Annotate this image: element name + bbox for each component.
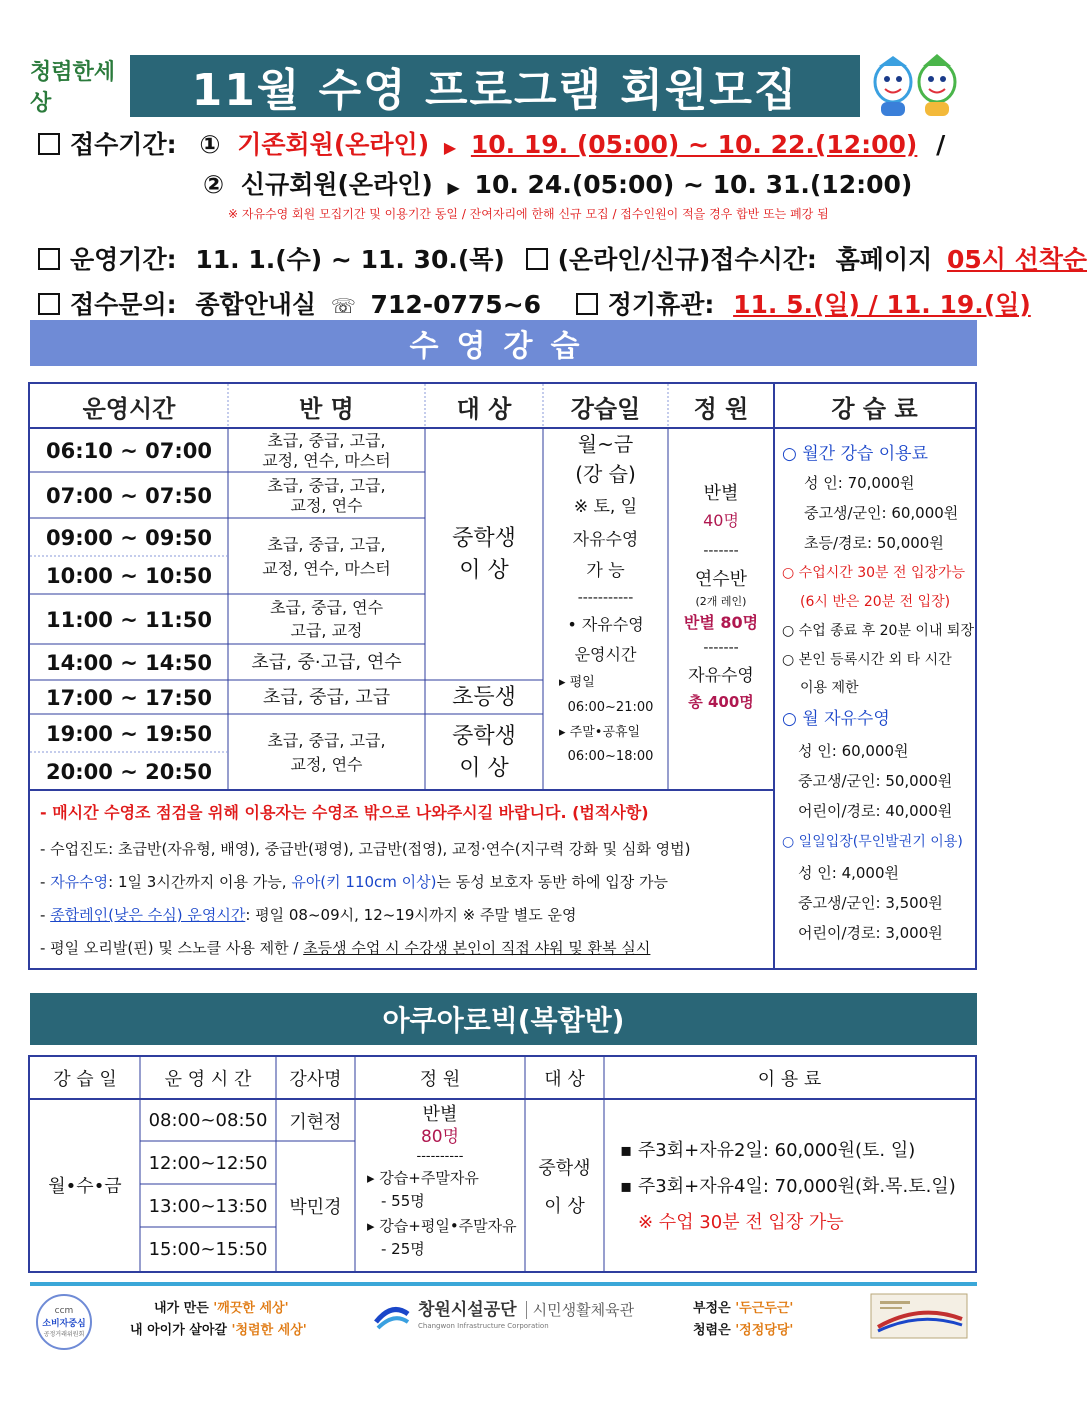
- target-cell: 초등생: [452, 684, 516, 710]
- brand-logo-text: 청렴한세상: [30, 59, 116, 116]
- time-cell: 19:00 ~ 19:50: [46, 721, 212, 746]
- aqua-instructor: 박민경: [289, 1197, 342, 1218]
- aqua-time: 12:00~12:50: [148, 1152, 268, 1174]
- aqua-capacity: 반별 80명 ---------- ▸ 강습+주말자유 - 55명 ▸ 강습+평일•주말자유 - 25명: [367, 1104, 517, 1258]
- target-cell: 중학생 이 상: [452, 723, 516, 781]
- class-cell: 초급, 중급, 고급, 교정, 연수, 마스터: [262, 534, 391, 578]
- footer-divider: [30, 1282, 977, 1286]
- time-cell: 06:10 ~ 07:00: [46, 438, 212, 463]
- reception-line-1: 접수기간: ① 기존회원(온라인) ▶ 10. 19. (05:00) ~ 10. 22.(12:00) /: [38, 125, 945, 161]
- time-cell: 10:00 ~ 10:50: [46, 563, 212, 588]
- aqua-time: 08:00~08:50: [148, 1110, 268, 1131]
- reception-line-2: ② 신규회원(온라인) ▶ 10. 24.(05:00) ~ 10. 31.(12:00): [203, 170, 913, 199]
- aqua-header-instructor: 강사명: [289, 1069, 342, 1090]
- target-cell: 중학생 이 상: [452, 525, 516, 583]
- time-cell: 17:00 ~ 17:50: [46, 685, 212, 710]
- class-cell: 초급, 중급, 고급, 교정, 연수: [267, 475, 386, 515]
- arrow-right-icon: ▶: [443, 138, 457, 157]
- existing-member-label: 기존회원(온라인): [237, 130, 430, 159]
- new-member-date: 10. 24.(05:00) ~ 10. 31.(12:00): [474, 170, 913, 199]
- col-header-capacity: 정 원: [693, 394, 749, 423]
- aqua-header-days: 강 습 일: [53, 1069, 117, 1090]
- time-cell: 20:00 ~ 20:50: [46, 759, 212, 784]
- slogan-right: 부정은 '두근두근' 청렴은 '정정당당': [693, 1301, 794, 1338]
- aqua-target: 중학생 이 상: [538, 1158, 591, 1217]
- time-cell: 07:00 ~ 07:50: [46, 483, 212, 508]
- fee-cell: ○ 월간 강습 이용료 성 인: 70,000원 중고생/군인: 60,000원 초등/경로: 50,000원 ○ 수업시간 30분 전 입장가능 (6시 반은 20분 전 입장) ○ 수업 종료 후 20분 이내 퇴장 ○ 본인 등록시간 외 타 시간 이용 제한 ○ 월 자유수영 성 인: 60,000원 중고생/군인: 50,000원 어린이/경로: 40,000원 ○ 일일입장(무인발권기 이용) 성 인: 4,000원 중고생/군인: 3,500원 어린이/경로: 3,000원: [782, 444, 974, 942]
- col-header-time: 운영시간: [82, 394, 176, 423]
- arrow-right-icon: ▶: [447, 178, 460, 197]
- class-cell: 초급, 중급, 연수 고급, 교정: [269, 598, 384, 640]
- slogan-left: 내가 만든 '깨끗한 세상' 내 아이가 살아갈 '청렴한 세상': [130, 1301, 307, 1338]
- aqua-header-fee: 이 용 료: [757, 1069, 822, 1090]
- operation-line: 운영기간: 11. 1.(수) ~ 11. 30.(목) (온라인/신규)접수시간: 홈페이지 05시 선착순: [38, 240, 1087, 276]
- ccm-badge: ccm 소비자중심 공정거래위원회: [36, 1294, 92, 1350]
- equipment-note: - 평일 오리발(핀) 및 스노클 사용 제한 / 초등생 수업 시 수강생 본인이 직접 샤워 및 환복 실시: [40, 939, 651, 957]
- safety-notice: - 매시간 수영조 점검을 위해 이용자는 수영조 밖으로 나와주시길 바랍니다. (법적사항): [40, 803, 649, 822]
- capacity-cell: 반별 40명 ------- 연수반 (2개 레인) 반별 80명 ------- 자유수영 총 400명: [683, 483, 759, 711]
- aqua-header-capacity: 정 원: [419, 1069, 461, 1090]
- time-cell: 11:00 ~ 11:50: [46, 607, 212, 632]
- free-swim-note: - 자유수영: 1일 3시간까지 이용 가능, 유아(키 110cm 이상)는 동성 보호자 동반 하에 입장 가능: [40, 873, 668, 891]
- aqua-header-time: 운 영 시 간: [164, 1069, 252, 1090]
- phone-icon: ☏: [330, 294, 356, 318]
- aqua-section-title: 아쿠아로빅(복합반): [30, 993, 977, 1045]
- progress-note: - 수업진도: 초급반(자유형, 배영), 중급반(평영), 고급반(접영), 교정·연수(지구력 강화 및 심화 영법): [40, 840, 691, 858]
- class-cell: 초급, 중급, 고급: [262, 686, 391, 708]
- time-cell: 09:00 ~ 09:50: [46, 525, 212, 550]
- class-cell: 초급, 중급, 고급, 교정, 연수, 마스터: [262, 430, 391, 470]
- aqua-fees: ▪ 주3회+자유2일: 60,000원(토. 일) ▪ 주3회+자유4일: 70,000원(화.목.토.일) ※ 수업 30분 전 입장 가능: [620, 1140, 956, 1233]
- reception-note: ※ 자유수영 회원 모집기간 및 이용기간 동일 / 잔여자리에 한해 신규 모집 / 접수인원이 적을 경우 합반 또는 폐강 됨: [228, 207, 829, 221]
- existing-member-date: 10. 19. (05:00) ~ 10. 22.(12:00): [470, 130, 918, 159]
- col-header-class: 반 명: [299, 394, 354, 423]
- col-header-target: 대 상: [456, 394, 512, 423]
- col-header-days: 강습일: [570, 394, 641, 423]
- org-name-block: 창원시설공단 시민생활체육관 Changwon Infrastructure Corporation: [418, 1300, 635, 1330]
- certificate-logo-icon: [870, 1293, 968, 1339]
- org-logo-icon: [372, 1300, 412, 1334]
- aqua-instructor: 기현정: [289, 1111, 342, 1133]
- aqua-time: 15:00~15:50: [148, 1238, 268, 1260]
- class-cell: 초급, 중·고급, 연수: [251, 651, 402, 673]
- lane-note: - 종합레인(낮은 수심) 운영시간: 평일 08~09시, 12~19시까지 ※ 주말 별도 운영: [40, 906, 577, 924]
- aqua-time: 13:00~13:50: [148, 1195, 268, 1217]
- aqua-days: 월•수•금: [48, 1176, 122, 1197]
- swim-section-title: 수영강습: [30, 320, 977, 366]
- class-cell: 초급, 중급, 고급, 교정, 연수: [267, 730, 386, 774]
- time-cell: 14:00 ~ 14:50: [46, 650, 212, 675]
- col-header-fee: 강 습 료: [831, 394, 918, 423]
- page-title: 11월 수영 프로그램 회원모집: [191, 65, 799, 116]
- aqua-header-target: 대 상: [544, 1069, 585, 1090]
- new-member-label: 신규회원(온라인): [240, 170, 433, 199]
- contact-line: 접수문의: 종합안내실 ☏ 712-0775~6 정기휴관: 11. 5.(일) / 11. 19.(일): [38, 285, 1031, 321]
- days-cell: 월~금 (강 습) ※ 토, 일 자유수영 가 능 ----------- • 자유수영 운영시간 ▸ 평일 06:00~21:00 ▸ 주말•공휴일 06:00~18:00: [559, 432, 654, 764]
